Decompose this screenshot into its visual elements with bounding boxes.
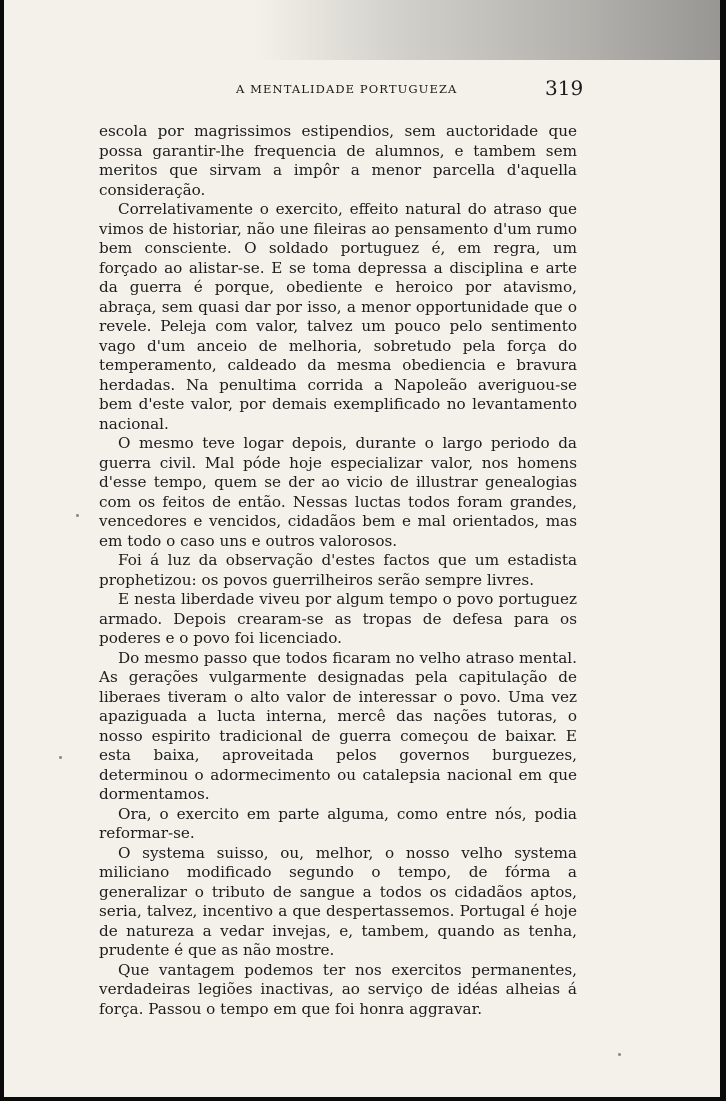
- scan-speck: [76, 514, 79, 517]
- paragraph: escola por magrissimos estipendios, sem auctoridade que possa garantir-lhe frequencia de alumnos, e tambem sem meritos que sirvam a impôr a menor parcella d'aquella consideração.: [99, 122, 577, 199]
- paragraph: Ora, o exercito em parte alguma, como entre nós, podia reformar-se.: [99, 804, 577, 842]
- paragraph: Correlativamente o exercito, effeito natural do atraso que vimos de historiar, não une fileiras ao pensamento d'um rumo bem consciente. O soldado portuguez é, em regra, um forçado ao alistar-se. E se toma depressa a disciplina e arte da guerra é porque, obediente e heroico por atavismo, abraça, sem quasi dar por isso, a menor opportunidade que o revele. Peleja com valor, talvez um pouco pelo sentimento vago d'um anceio de melhoria, sobretudo pela força do temperamento, caldeado da mesma obediencia e bravura herdadas. Na penultima corrida a Napoleão averiguou-se bem d'este valor, por demais exemplificado no levantamento nacional.: [99, 200, 577, 433]
- paragraph: O mesmo teve logar depois, durante o largo periodo da guerra civil. Mal póde hoje especializar valor, nos homens d'esse tempo, quem se der ao vicio de illustrar genealogias com os feitos de então. Nessas luctas todos foram grandes, vencedores e vencidos, cidadãos bem e mal orientados, mas em todo o caso uns e outros valorosos.: [99, 434, 577, 550]
- paragraph: Do mesmo passo que todos ficaram no velho atraso mental. As gerações vulgarmente designadas pela capitulação de liberaes tiveram o alto valor de interessar o povo. Uma vez apaziguada a lucta interna, mercê das nações tutoras, o nosso espirito tradicional de guerra começou de baixar. E esta baixa, aproveitada pelos governos burguezes, determinou o adormecimento ou catalepsia nacional em que dormentamos.: [99, 648, 577, 803]
- page-number: 319: [545, 76, 584, 100]
- paragraph: O systema suisso, ou, melhor, o nosso velho systema miliciano modificado segundo o tempo, de fórma a generalizar o tributo de sangue a todos os cidadãos aptos, seria, talvez, incentivo a que despertassemos. Portugal é hoje de natureza a vedar invejas, e, tambem, quando as tenha, prudente é que as não mostre.: [99, 843, 577, 959]
- paragraph: Que vantagem podemos ter nos exercitos permanentes, verdadeiras legiões inactivas, ao serviço de idéas alheias á força. Passou o tempo em que foi honra aggravar.: [99, 960, 577, 1018]
- paragraph: Foi á luz da observação d'estes factos que um estadista prophetizou: os povos guerrilheiros serão sempre livres.: [99, 551, 577, 589]
- scan-speck: [59, 756, 62, 759]
- running-head: A MENTALIDADE PORTUGUEZA: [236, 82, 458, 96]
- scan-speck: [618, 1053, 621, 1056]
- body-text: [99, 122, 577, 1019]
- paragraph: E nesta liberdade viveu por algum tempo o povo portuguez armado. Depois crearam-se as tropas de defesa para os poderes e o povo foi licenciado.: [99, 590, 577, 647]
- scan-shadow: [4, 0, 720, 60]
